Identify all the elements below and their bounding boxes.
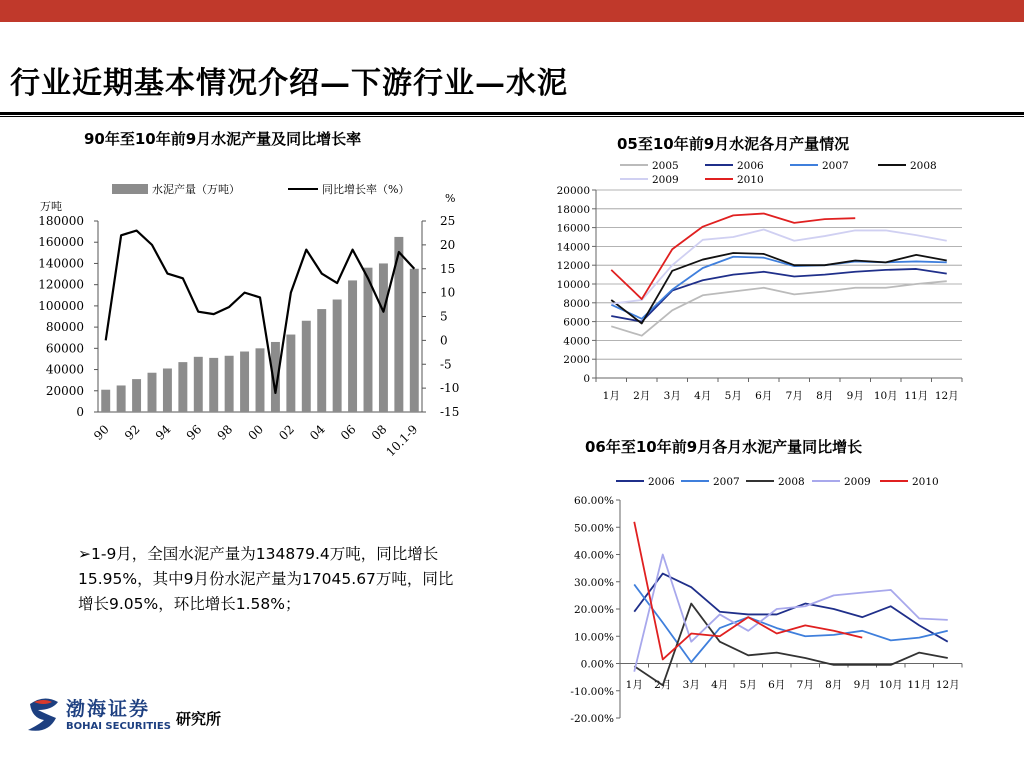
y-tick-label: 14000	[556, 241, 590, 254]
y-axis-unit: 万吨	[40, 200, 62, 213]
x-tick-label: 4月	[694, 390, 712, 402]
x-tick-label: 98	[214, 422, 236, 443]
logo-mark-icon	[24, 694, 64, 738]
legend-label: 2006	[737, 160, 764, 172]
y-tick-label: 6000	[563, 316, 590, 329]
y2-tick-label: -15	[440, 405, 460, 419]
y-tick-label: -10.00%	[570, 685, 614, 698]
output-bar	[132, 379, 141, 412]
series-line-2010	[634, 522, 862, 660]
x-tick-label: 00	[245, 422, 267, 443]
x-tick-label: 10月	[878, 679, 903, 691]
x-tick-label: 2月	[654, 679, 672, 691]
x-tick-label: 92	[121, 422, 143, 443]
output-bar	[364, 268, 373, 412]
y-tick-label: 0	[583, 373, 590, 385]
x-tick-label: 08	[368, 422, 390, 443]
y-tick-label: 40000	[45, 362, 84, 377]
output-bar	[256, 348, 265, 412]
y-tick-label: 20.00%	[573, 604, 614, 616]
chart3-title: 06年至10年前9月各月水泥产量同比增长	[585, 438, 863, 456]
summary-note: ➢1-9月，全国水泥产量为134879.4万吨，同比增长15.95%，其中9月份水泥产量为17045.67万吨，同比增长9.05%，环比增长1.58%；	[78, 545, 454, 613]
y-tick-label: 80000	[45, 320, 84, 335]
legend-bar-swatch	[112, 184, 148, 194]
output-bar	[117, 385, 126, 412]
output-bar	[101, 390, 110, 412]
x-tick-label: 02	[276, 422, 297, 443]
x-tick-label: 1月	[602, 390, 620, 402]
legend-label: 2008	[910, 160, 937, 172]
output-bar	[317, 309, 326, 412]
output-bar	[178, 362, 187, 412]
y2-tick-label: 15	[440, 261, 456, 276]
x-tick-label: 8月	[816, 390, 834, 402]
logo-cn: 渤海证券	[66, 698, 151, 720]
y-tick-label: 12000	[556, 260, 590, 273]
output-bar	[194, 357, 203, 412]
y-tick-label: 2000	[563, 354, 590, 367]
title-rule-thin	[0, 116, 1024, 117]
x-tick-label: 6月	[768, 679, 786, 691]
output-bar	[240, 352, 249, 412]
legend-label: 2010	[737, 174, 764, 186]
output-bar	[333, 300, 342, 412]
x-tick-label: 7月	[785, 390, 803, 402]
x-tick-label: 04	[307, 422, 328, 443]
x-tick-label: 8月	[825, 679, 843, 691]
x-tick-label: 5月	[724, 390, 742, 402]
y-tick-label: 120000	[38, 277, 84, 292]
legend-label: 2008	[778, 476, 805, 488]
x-tick-label: 10.1-9	[383, 422, 421, 460]
series-line-2007	[634, 584, 948, 662]
output-bar	[209, 358, 218, 412]
x-tick-label: 12月	[935, 679, 960, 691]
x-tick-label: 7月	[796, 679, 814, 691]
y-tick-label: 0	[76, 405, 84, 419]
y-tick-label: 10.00%	[573, 631, 614, 644]
logo-en: BOHAI SECURITIES	[66, 721, 171, 732]
x-tick-label: 12月	[934, 390, 959, 402]
legend-label: 2005	[652, 160, 679, 172]
y-tick-label: 50.00%	[573, 522, 614, 535]
y2-tick-label: 10	[440, 285, 456, 300]
output-bar	[163, 368, 172, 412]
x-tick-label: 94	[152, 422, 174, 443]
x-tick-label: 10月	[873, 390, 898, 402]
y-tick-label: 140000	[38, 256, 84, 271]
legend-line-label: 同比增长率（%）	[322, 183, 410, 196]
series-line-2008	[611, 253, 947, 323]
legend-label: 2006	[648, 476, 675, 488]
x-tick-label: 06	[337, 422, 359, 443]
output-bar	[225, 356, 234, 412]
output-bar	[302, 321, 311, 412]
y-tick-label: 40.00%	[573, 549, 614, 562]
y2-tick-label: 25	[440, 214, 456, 228]
x-tick-label: 3月	[682, 679, 700, 691]
output-bar	[286, 335, 295, 412]
legend-label: 2007	[713, 476, 740, 488]
x-tick-label: 1月	[625, 679, 643, 691]
y2-tick-label: 5	[440, 309, 448, 324]
series-line-2008	[634, 604, 948, 686]
y-tick-label: 60000	[45, 341, 84, 356]
y-tick-label: 160000	[38, 235, 84, 250]
chart1-title: 90年至10年前9月水泥产量及同比增长率	[84, 130, 362, 148]
y-tick-label: 100000	[38, 298, 84, 313]
y2-axis-unit: %	[445, 192, 456, 205]
y-tick-label: 18000	[556, 203, 590, 216]
y-tick-label: 180000	[38, 214, 84, 228]
page-title: 行业近期基本情况介绍—下游行业—水泥	[10, 66, 568, 101]
x-tick-label: 9月	[846, 390, 864, 402]
legend-label: 2007	[822, 160, 849, 172]
logo-institute: 研究所	[176, 710, 222, 728]
chart1-annual-output	[0, 150, 480, 480]
x-tick-label: 11月	[907, 679, 932, 691]
chart2-monthly-output	[540, 155, 1024, 410]
x-tick-label: 90	[91, 422, 112, 443]
y2-tick-label: 20	[440, 237, 456, 252]
y-tick-label: 60.00%	[573, 495, 614, 507]
y-tick-label: 20000	[45, 383, 84, 398]
x-tick-label: 9月	[853, 679, 871, 691]
output-bar	[148, 373, 157, 412]
x-tick-label: 5月	[739, 679, 757, 691]
y-tick-label: 4000	[563, 335, 590, 348]
y-tick-label: 10000	[556, 279, 590, 291]
y2-tick-label: -5	[440, 357, 452, 372]
y-tick-label: -20.00%	[570, 713, 614, 725]
chart3-monthly-growth	[540, 470, 1024, 730]
output-bar	[348, 280, 357, 412]
legend-label: 2009	[652, 174, 679, 186]
top-bar	[0, 0, 1024, 22]
y2-tick-label: -10	[440, 381, 460, 396]
output-bar	[379, 263, 388, 412]
y-tick-label: 0.00%	[580, 658, 614, 671]
y-tick-label: 16000	[556, 222, 590, 235]
legend-label: 2010	[912, 476, 939, 488]
y-tick-label: 8000	[563, 297, 590, 310]
x-tick-label: 96	[183, 422, 205, 443]
y-tick-label: 20000	[556, 185, 590, 197]
x-tick-label: 3月	[663, 390, 681, 402]
chart2-title: 05至10年前9月水泥各月产量情况	[617, 135, 850, 153]
legend-bar-label: 水泥产量（万吨）	[152, 183, 240, 196]
legend-label: 2009	[844, 476, 871, 488]
x-tick-label: 4月	[711, 679, 729, 691]
output-bar	[410, 269, 419, 412]
y2-tick-label: 0	[440, 333, 448, 348]
x-tick-label: 6月	[755, 390, 773, 402]
title-rule	[0, 112, 1024, 115]
x-tick-label: 2月	[633, 390, 651, 402]
y-tick-label: 30.00%	[573, 576, 614, 589]
logo	[24, 694, 244, 744]
x-tick-label: 11月	[904, 390, 929, 402]
